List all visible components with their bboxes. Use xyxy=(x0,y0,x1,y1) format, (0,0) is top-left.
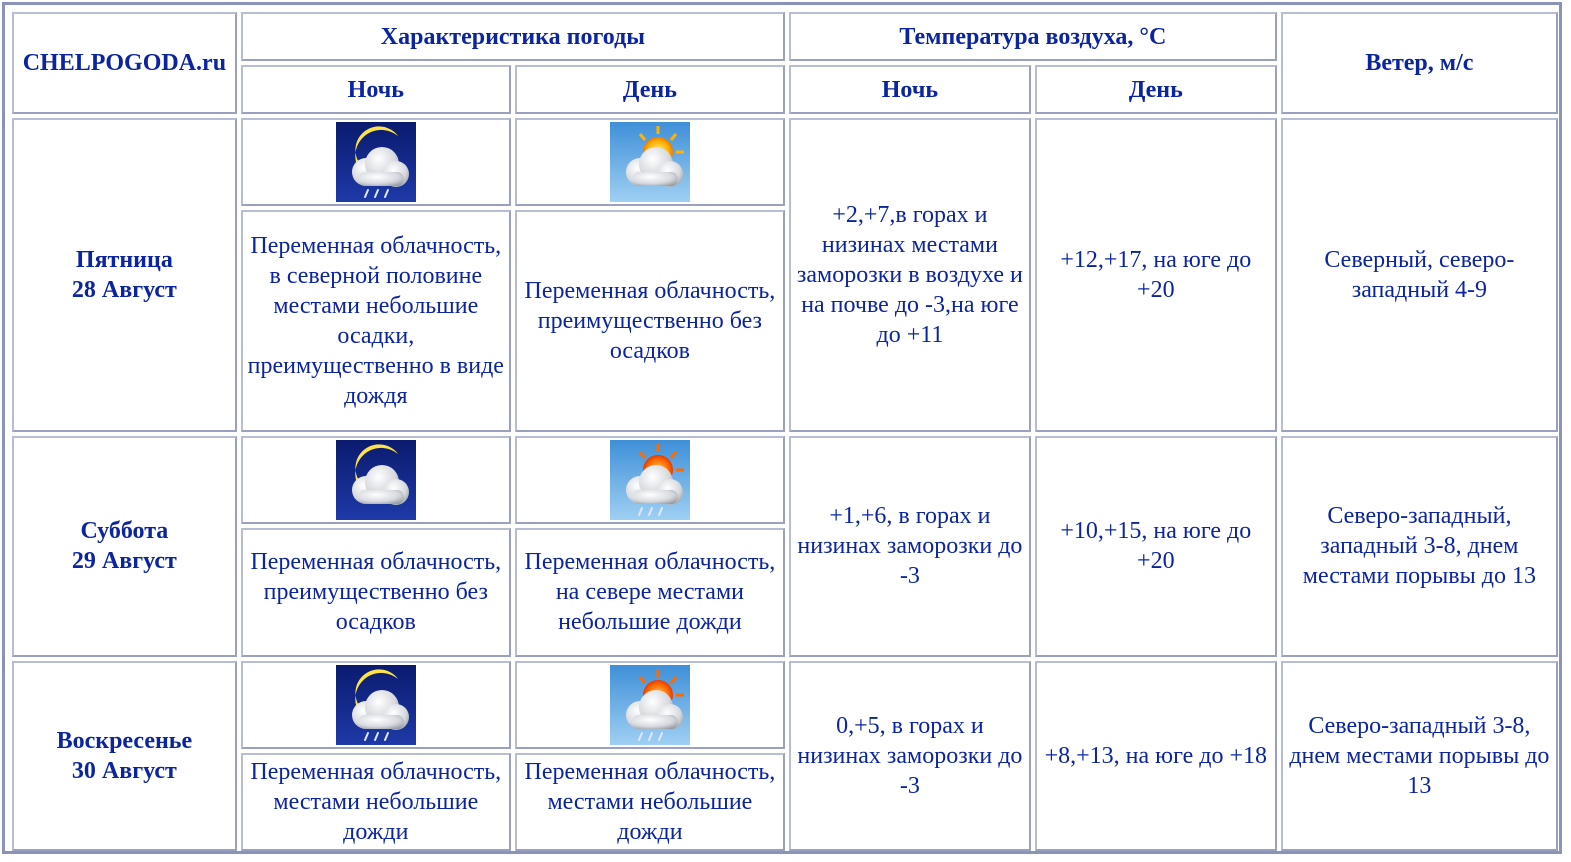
brand-cell: CHELPOGODA.ru xyxy=(12,12,237,114)
day-icon-cell xyxy=(515,661,785,749)
header-row-1 xyxy=(12,12,1558,61)
temp-night-header: Ночь xyxy=(789,65,1031,114)
night-icon-cell xyxy=(241,118,511,206)
temp-day-header: День xyxy=(1035,65,1277,114)
temp-night-cell: 0,+5, в горах и низинах заморозки до -3 xyxy=(789,661,1031,851)
sun-cloud-icon xyxy=(610,122,690,202)
day-date: 29 Август xyxy=(71,548,177,575)
day-icon-cell xyxy=(515,436,785,524)
day-name: Пятница xyxy=(75,246,173,273)
table-row xyxy=(12,661,1558,749)
wind-cell: Северо-западный 3-8, днем местами порывы до 13 xyxy=(1281,661,1558,851)
temp-day-cell: +12,+17, на юге до +20 xyxy=(1035,118,1277,431)
day-name: Воскресенье xyxy=(56,727,193,754)
day-desc-cell: Переменная облачность, местами небольшие дожди xyxy=(515,753,785,851)
temp-day-cell: +10,+15, на юге до +20 xyxy=(1035,436,1277,657)
night-desc-cell: Переменная облачность, в северной половине местами небольшие осадки, преимущественно в виде дождя xyxy=(241,210,511,431)
weather-night-header: Ночь xyxy=(241,65,511,114)
air-temp-header: Температура воздуха, °C xyxy=(789,12,1277,61)
temp-day-cell: +8,+13, на юге до +18 xyxy=(1035,661,1277,851)
day-desc-cell: Переменная облачность, на севере местами небольшие дожди xyxy=(515,528,785,657)
day-cell xyxy=(12,661,237,851)
weather-day-header: День xyxy=(515,65,785,114)
moon-cloud-icon xyxy=(336,440,416,520)
day-date: 28 Август xyxy=(71,276,177,303)
night-desc-cell: Переменная облачность, местами небольшие дожди xyxy=(241,753,511,851)
day-icon-cell xyxy=(515,118,785,206)
weather-char-header: Характеристика погоды xyxy=(241,12,785,61)
day-cell xyxy=(12,436,237,657)
day-date: 30 Август xyxy=(71,757,177,784)
page-frame xyxy=(2,2,1562,854)
temp-night-cell: +1,+6, в горах и низинах заморозки до -3 xyxy=(789,436,1031,657)
day-cell xyxy=(12,118,237,431)
forecast-table xyxy=(8,8,1562,855)
day-desc-cell: Переменная облачность, преимущественно без осадков xyxy=(515,210,785,431)
day-name: Суббота xyxy=(80,518,169,545)
temp-night-cell: +2,+7,в горах и низинах местами заморозки в воздухе и на почве до -3,на юге до +11 xyxy=(789,118,1031,431)
sun-cloud-rain-icon xyxy=(610,665,690,745)
table-row xyxy=(12,436,1558,524)
table-row xyxy=(12,118,1558,206)
wind-cell: Северный, северо-западный 4-9 xyxy=(1281,118,1558,431)
sun-cloud-rain-icon xyxy=(610,440,690,520)
night-desc-cell: Переменная облачность, преимущественно без осадков xyxy=(241,528,511,657)
night-icon-cell xyxy=(241,436,511,524)
wind-cell: Северо-западный, западный 3-8, днем местами порывы до 13 xyxy=(1281,436,1558,657)
wind-header: Ветер, м/с xyxy=(1281,12,1558,114)
moon-cloud-rain-icon xyxy=(336,665,416,745)
moon-cloud-rain-icon xyxy=(336,122,416,202)
night-icon-cell xyxy=(241,661,511,749)
